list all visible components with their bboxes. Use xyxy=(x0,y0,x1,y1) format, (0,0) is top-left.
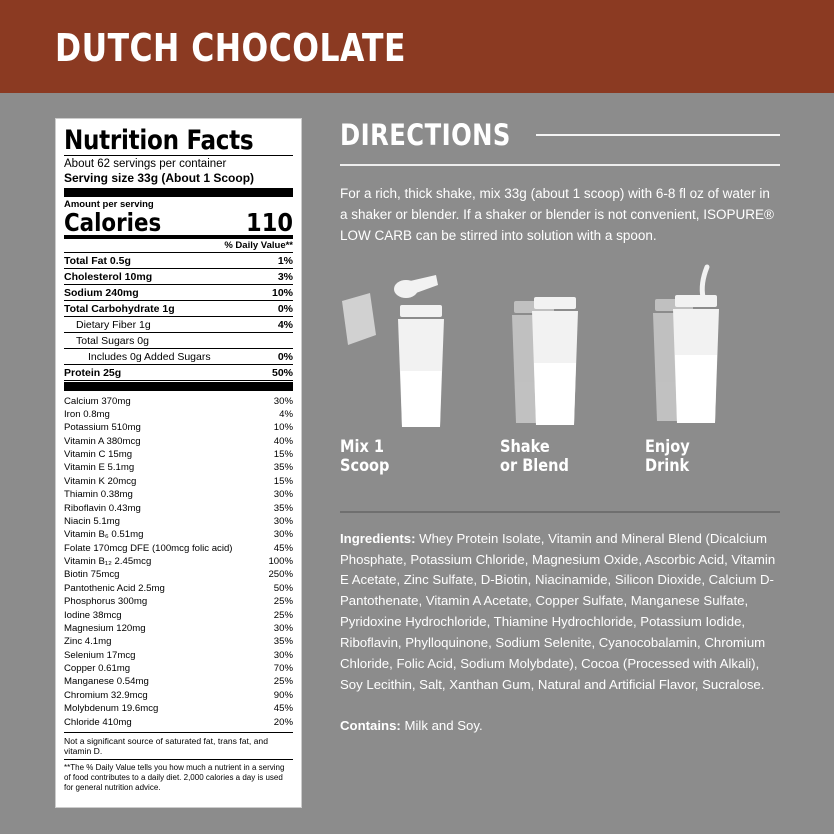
nutrient-row xyxy=(64,285,293,300)
nutrient-daily-value: 1% xyxy=(277,254,293,267)
nutrient-daily-value: 10% xyxy=(271,286,293,299)
vitamin-daily-value: 15% xyxy=(273,449,293,461)
vitamin-label: Pantothenic Acid 2.5mg xyxy=(64,582,165,594)
vitamin-label: Potassium 510mg xyxy=(64,422,141,434)
step-1-label-line2: Scoop xyxy=(340,456,390,477)
vitamin-label: Niacin 5.1mg xyxy=(64,515,120,527)
vitamin-label: Vitamin B₁₂ 2.45mcg xyxy=(64,556,152,568)
nutrient-label: Total Fat 0.5g xyxy=(64,254,131,267)
vitamin-daily-value: 15% xyxy=(273,475,293,487)
vitamin-label: Magnesium 120mg xyxy=(64,622,146,634)
vitamin-row xyxy=(64,662,293,675)
step-3-label-line1: Enjoy xyxy=(645,436,690,457)
vitamin-row xyxy=(64,475,293,488)
vitamin-label: Folate 170mcg DFE (100mcg folic acid) xyxy=(64,542,233,554)
step-2-label-line1: Shake xyxy=(500,436,550,457)
vitamin-row xyxy=(64,515,293,528)
vitamin-daily-value: 30% xyxy=(273,515,293,527)
vitamin-label: Vitamin B₆ 0.51mg xyxy=(64,529,144,541)
vitamin-label: Riboflavin 0.43mg xyxy=(64,502,141,514)
vitamin-daily-value: 35% xyxy=(273,502,293,514)
vitamin-daily-value: 10% xyxy=(273,422,293,434)
nutrient-row xyxy=(64,269,293,284)
amount-per-serving-label: Amount per serving xyxy=(64,199,154,211)
serving-size: Serving size 33g (About 1 Scoop) xyxy=(64,171,255,186)
vitamin-row xyxy=(64,501,293,514)
nutrient-row xyxy=(64,317,293,332)
nutrition-facts-panel xyxy=(55,118,302,808)
vitamin-row xyxy=(64,448,293,461)
vitamin-row xyxy=(64,622,293,635)
vitamin-mineral-list xyxy=(64,391,293,728)
nutrient-daily-value: 0% xyxy=(277,350,293,363)
ingredients-paragraph xyxy=(340,529,780,696)
vitamin-label: Chloride 410mg xyxy=(64,716,132,728)
directions-column xyxy=(340,118,780,733)
nutrient-daily-value: 3% xyxy=(277,270,293,283)
vitamin-row xyxy=(64,635,293,648)
vitamin-row xyxy=(64,675,293,688)
vitamin-row xyxy=(64,689,293,702)
nutrient-label: Sodium 240mg xyxy=(64,286,139,299)
directions-steps xyxy=(340,263,780,493)
vitamin-daily-value: 70% xyxy=(273,663,293,675)
footnote-not-significant: Not a significant source of saturated fat, trans fat, and vitamin D. xyxy=(64,735,268,757)
nutrient-daily-value: 50% xyxy=(271,366,293,379)
vitamin-daily-value: 30% xyxy=(273,622,293,634)
vitamin-daily-value: 45% xyxy=(273,703,293,715)
directions-body: For a rich, thick shake, mix 33g (about 1 scoop) with 6-8 fl oz of water in a shaker or blender. If a shaker or blender is not convenient, ISOPURE® LOW CARB can be stirred into solution with a spoon. xyxy=(340,186,774,243)
vitamin-daily-value: 45% xyxy=(273,542,293,554)
scoop-and-shaker-icon xyxy=(340,263,490,433)
vitamin-daily-value: 35% xyxy=(273,462,293,474)
nutrient-row xyxy=(64,301,293,316)
header-banner xyxy=(0,0,834,93)
vitamin-row xyxy=(64,542,293,555)
vitamin-daily-value: 40% xyxy=(273,435,293,447)
ingredients-divider xyxy=(340,511,780,513)
nutrient-label: Protein 25g xyxy=(64,366,122,379)
vitamin-label: Zinc 4.1mg xyxy=(64,636,112,648)
calories-row xyxy=(64,208,293,238)
vitamin-daily-value: 30% xyxy=(273,529,293,541)
nutrient-label: Cholesterol 10mg xyxy=(64,270,153,283)
vitamin-row xyxy=(64,608,293,621)
nutrient-daily-value: 4% xyxy=(277,318,293,331)
nutrient-label: Includes 0g Added Sugars xyxy=(88,350,211,363)
vitamin-label: Calcium 370mg xyxy=(64,395,131,407)
vitamin-label: Biotin 75mcg xyxy=(64,569,120,581)
vitamin-label: Selenium 17mcg xyxy=(64,649,136,661)
header-divider xyxy=(536,134,780,136)
vitamin-row xyxy=(64,568,293,581)
daily-value-header: % Daily Value** xyxy=(224,240,293,252)
contains-text: Milk and Soy. xyxy=(400,717,483,733)
vitamin-label: Vitamin K 20mcg xyxy=(64,475,137,487)
directions-underline xyxy=(340,164,780,166)
vitamin-daily-value: 30% xyxy=(273,395,293,407)
vitamin-row xyxy=(64,649,293,662)
shaking-shaker-icon xyxy=(500,263,650,433)
vitamin-label: Vitamin E 5.1mg xyxy=(64,462,135,474)
calories-label: Calories xyxy=(64,208,162,238)
vitamin-daily-value: 25% xyxy=(273,596,293,608)
vitamin-row xyxy=(64,555,293,568)
nutrient-label: Total Carbohydrate 1g xyxy=(64,302,175,315)
vitamin-daily-value: 25% xyxy=(273,609,293,621)
vitamin-row xyxy=(64,595,293,608)
contains-paragraph xyxy=(340,718,780,733)
step-2-label-line2: or Blend xyxy=(500,456,569,477)
nutrient-row xyxy=(64,365,293,380)
footnote-daily-value: **The % Daily Value tells you how much a nutrient in a serving of food contributes to a daily diet. 2,000 calories a day is used for general nutrition advice. xyxy=(64,763,285,792)
nutrient-main-list xyxy=(64,253,293,381)
vitamin-label: Iron 0.8mg xyxy=(64,408,110,420)
nutrient-label: Total Sugars 0g xyxy=(76,334,149,347)
vitamin-label: Vitamin A 380mcg xyxy=(64,435,141,447)
vitamin-daily-value: 30% xyxy=(273,649,293,661)
step-2 xyxy=(500,263,650,477)
calories-value: 110 xyxy=(246,208,293,238)
nutrient-daily-value: 0% xyxy=(277,302,293,315)
vitamin-label: Chromium 32.9mcg xyxy=(64,689,148,701)
vitamin-daily-value: 250% xyxy=(268,569,293,581)
vitamin-row xyxy=(64,702,293,715)
page-title: DUTCH CHOCOLATE xyxy=(55,26,406,70)
nutrient-row xyxy=(64,333,293,348)
vitamin-daily-value: 35% xyxy=(273,636,293,648)
vitamin-daily-value: 100% xyxy=(268,556,293,568)
vitamin-row xyxy=(64,435,293,448)
vitamin-row xyxy=(64,488,293,501)
vitamin-label: Thiamin 0.38mg xyxy=(64,489,133,501)
vitamin-daily-value: 90% xyxy=(273,689,293,701)
vitamin-row xyxy=(64,421,293,434)
nutrient-label: Dietary Fiber 1g xyxy=(76,318,151,331)
directions-title: DIRECTIONS xyxy=(340,118,511,152)
step-1-label-line1: Mix 1 xyxy=(340,436,384,457)
nutrition-facts-title: Nutrition Facts xyxy=(64,125,254,156)
vitamin-row xyxy=(64,582,293,595)
step-1 xyxy=(340,263,490,477)
shaker-with-straw-icon xyxy=(645,263,795,433)
nutrient-row xyxy=(64,349,293,364)
vitamin-label: Vitamin C 15mg xyxy=(64,449,133,461)
vitamin-row xyxy=(64,461,293,474)
row-divider xyxy=(64,380,293,381)
vitamin-row xyxy=(64,408,293,421)
contains-label: Contains: xyxy=(340,717,401,733)
vitamin-row xyxy=(64,715,293,728)
vitamin-label: Copper 0.61mg xyxy=(64,663,131,675)
vitamin-daily-value: 30% xyxy=(273,489,293,501)
vitamin-daily-value: 50% xyxy=(273,582,293,594)
vitamin-label: Molybdenum 19.6mcg xyxy=(64,703,159,715)
vitamin-label: Iodine 38mcg xyxy=(64,609,122,621)
ingredients-label: Ingredients: xyxy=(340,530,416,546)
nutrient-row xyxy=(64,253,293,268)
step-3 xyxy=(645,263,795,477)
vitamin-label: Phosphorus 300mg xyxy=(64,596,148,608)
step-3-label-line2: Drink xyxy=(645,456,690,477)
vitamin-label: Manganese 0.54mg xyxy=(64,676,149,688)
vitamin-daily-value: 4% xyxy=(279,408,293,420)
vitamin-row xyxy=(64,394,293,407)
ingredients-text: Whey Protein Isolate, Vitamin and Mineral Blend (Dicalcium Phosphate, Potassium Chloride, Magnesium Oxide, Ascorbic Acid, Vitamin E Acetate, Zinc Sulfate, D-Biotin, Niacinamide, Silicon Dioxide, Calcium D-Pantothenate, Vitamin A Acetate, Copper Sulfate, Manganese Sulfate, Pyridoxine Hydrochloride, Thiamine Hydrochloride, Potassium Iodide, Riboflavin, Phylloquinone, Sodium Selenite, Cyanocobalamin, Chromium Chloride, Folic Acid, Sodium Molybdate), Cocoa (Processed with Alkali), Soy Lecithin, Salt, Xanthan Gum, Natural and Artificial Flavor, Sucralose. xyxy=(340,530,776,692)
vitamin-daily-value: 20% xyxy=(273,716,293,728)
vitamin-row xyxy=(64,528,293,541)
directions-header xyxy=(340,118,780,152)
servings-per-container: About 62 servings per container xyxy=(64,158,227,170)
vitamin-daily-value: 25% xyxy=(273,676,293,688)
